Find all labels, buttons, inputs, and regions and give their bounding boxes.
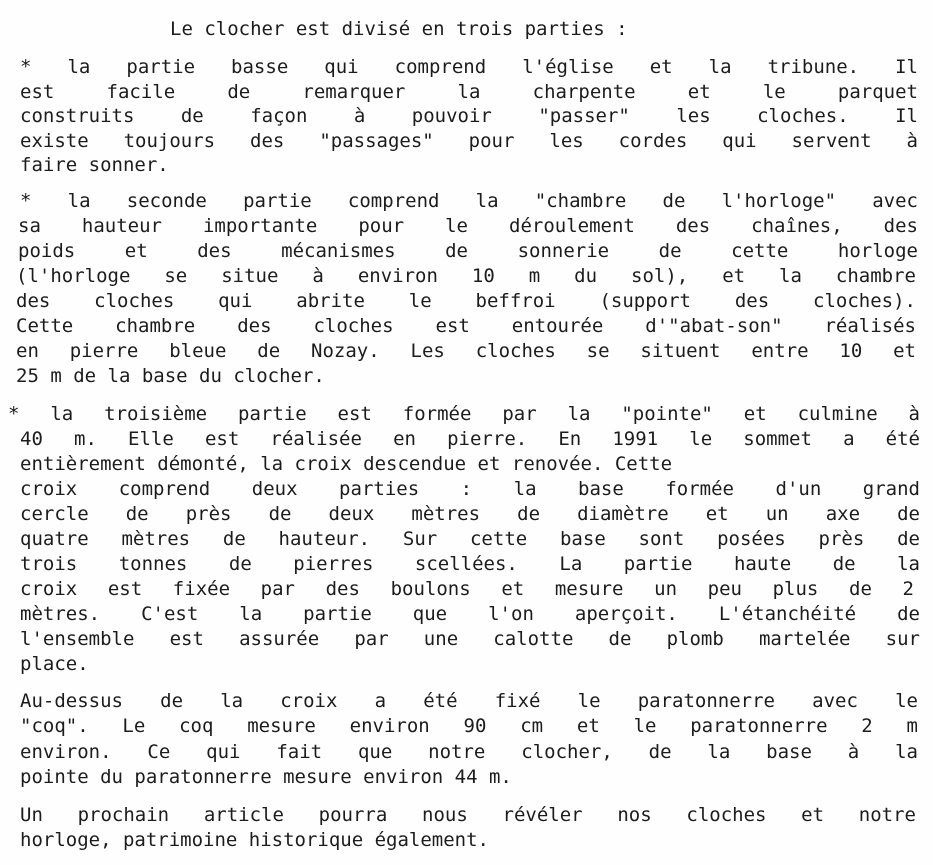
paragraph-3-line-1: * la troisième partie est formée par la "pointe" et culmine à xyxy=(8,403,920,425)
paragraph-1-line-4: existe toujours des "passages" pour les cordes qui servent à xyxy=(20,130,918,152)
paragraph-2-line-2: sa hauteur importante pour le déroulement des chaînes, des xyxy=(18,215,918,237)
paragraph-5-line-1: Un prochain article pourra nous révéler nos cloches et notre xyxy=(20,804,916,826)
paragraph-4-line-4: pointe du paratonnerre mesure environ 44 m. xyxy=(20,766,512,788)
paragraph-3-line-4: croix comprend deux parties : la base formée d'un grand xyxy=(20,478,920,500)
paragraph-3-line-7: trois tonnes de pierres scellées. La partie haute de la xyxy=(20,553,920,575)
paragraph-2-line-4: (l'horloge se situe à environ 10 m du sol), et la chambre xyxy=(16,265,916,287)
paragraph-3-line-2: 40 m. Elle est réalisée en pierre. En 1991 le sommet a été xyxy=(20,428,920,450)
paragraph-2-line-3: poids et des mécanismes de sonnerie de cette horloge xyxy=(18,240,918,262)
paragraph-2-line-8: 25 m de la base du clocher. xyxy=(16,365,325,387)
paragraph-2-line-1: * la seconde partie comprend la "chambre de l'horloge" avec xyxy=(20,190,918,212)
paragraph-3-line-5: cercle de près de deux mètres de diamètre et un axe de xyxy=(20,503,920,525)
paragraph-4-line-1: Au-dessus de la croix a été fixé le paratonnerre avec le xyxy=(20,690,918,712)
paragraph-2-line-7: en pierre bleue de Nozay. Les cloches se situent entre 10 et xyxy=(16,340,916,362)
paragraph-3-line-10: l'ensemble est assurée par une calotte de plomb martelée sur xyxy=(20,628,920,650)
paragraph-3-line-11: place. xyxy=(20,653,89,675)
paragraph-3-line-3: entièrement démonté, la croix descendue et renovée. Cette xyxy=(20,453,673,475)
paragraph-3-line-9: mètres. C'est la partie que l'on aperçoit. L'étanchéité de xyxy=(20,603,920,625)
paragraph-2-line-6: Cette chambre des cloches est entourée d'"abat-son" réalisés xyxy=(16,315,916,337)
paragraph-2-line-5: des cloches qui abrite le beffroi (support des cloches). xyxy=(16,290,916,312)
paragraph-5-line-2: horloge, patrimoine historique également. xyxy=(20,829,489,851)
document-title: Le clocher est divisé en trois parties : xyxy=(170,18,628,40)
paragraph-1-line-3: construits de façon à pouvoir "passer" les cloches. Il xyxy=(20,105,918,127)
paragraph-3-line-6: quatre mètres de hauteur. Sur cette base sont posées près de xyxy=(20,528,920,550)
paragraph-4-line-3: environ. Ce qui fait que notre clocher, de la base à la xyxy=(20,741,918,763)
paragraph-1-line-5: faire sonner. xyxy=(20,154,169,176)
paragraph-3-line-8: croix est fixée par des boulons et mesure un peu plus de 2 xyxy=(20,578,914,600)
paragraph-1-line-1: * la partie basse qui comprend l'église et la tribune. Il xyxy=(20,56,918,78)
paragraph-1-line-2: est facile de remarquer la charpente et le parquet xyxy=(20,81,918,103)
paragraph-4-line-2: "coq". Le coq mesure environ 90 cm et le paratonnerre 2 m xyxy=(20,715,918,737)
